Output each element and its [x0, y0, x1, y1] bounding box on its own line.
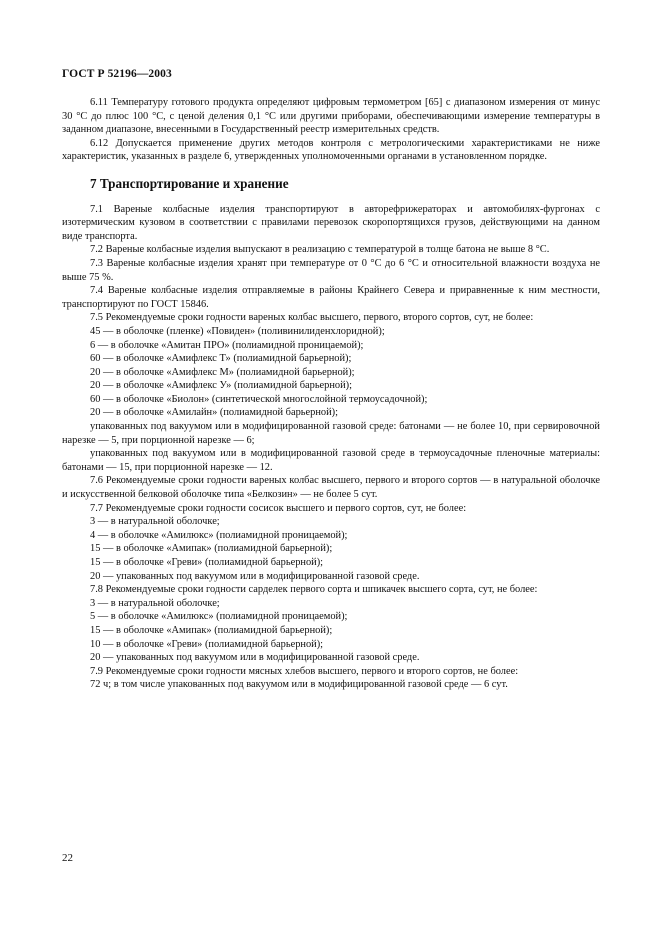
list-item: 4 — в оболочке «Амилюкс» (полиамидной проницаемой);	[90, 529, 348, 541]
paragraph-6-11: 6.11 Температуру готового продукта определяют цифровым термометром [65] с диапазоном измерения от минус 30 °С до плюс 100 °С, с ценой деления 0,1 °С или другими приборами, обеспечивающими измерение температуры в заданном диапазоне, внесенными в Государственный реестр измерительных средств.	[62, 97, 600, 136]
list-item: 15 — в оболочке «Греви» (полиамидной барьерной);	[90, 557, 324, 568]
list-item: 3 — в натуральной оболочке;	[90, 597, 220, 609]
paragraph-7-2: 7.2 Вареные колбасные изделия выпускают в реализацию с температурой в толще батона не выше 8 °С.	[90, 244, 550, 256]
list-item: 3 — в натуральной оболочке;	[90, 516, 220, 528]
list-item: 20 — в оболочке «Амифлекс У» (полиамидной барьерной);	[90, 380, 353, 392]
paragraph-7-1: 7.1 Вареные колбасные изделия транспортируют в авторефрижераторах и автомобилях-фургонах с изотермическим кузовом в соответствии с правилами перевозок скоропортящихся грузов, действующими на данном виде транспорта.	[62, 203, 600, 242]
list-item: 15 — в оболочке «Амипак» (полиамидной барьерной);	[90, 624, 333, 636]
paragraph-6-12: 6.12 Допускается применение других методов контроля с метрологическими характеристиками не ниже характеристик, указанных в разделе 6, утвержденных уполномоченными органами в установленном порядке.	[62, 137, 600, 163]
list-item: 15 — в оболочке «Амипак» (полиамидной барьерной);	[90, 543, 333, 555]
document-body	[62, 96, 600, 692]
list-item: 60 — в оболочке «Биолон» (синтетической многослойной термоусадочной);	[90, 393, 428, 405]
list-item: 45 — в оболочке (пленке) «Повиден» (поливинилиденхлоридной);	[90, 325, 385, 337]
list-item: 20 — упакованных под вакуумом или в модифицированной газовой среде.	[90, 652, 420, 664]
paragraph-7-7: 7.7 Рекомендуемые сроки годности сосисок высшего и первого сортов, сут, не более:	[90, 502, 467, 514]
paragraph-7-9-value: 72 ч; в том числе упакованных под вакуумом или в модифицированной газовой среде — 6 сут.	[90, 679, 508, 691]
paragraph-7-3: 7.3 Вареные колбасные изделия хранят при температуре от 0 °С до 6 °С и относительной влажности воздуха не выше 75 %.	[62, 257, 600, 283]
list-item: 20 — в оболочке «Амифлекс М» (полиамидной барьерной);	[90, 366, 355, 378]
paragraph-7-6: 7.6 Рекомендуемые сроки годности вареных колбас высшего, первого и второго сортов — в натуральной оболочке и искусственной белковой оболочке типа «Белкозин» — не более 5 сут.	[62, 475, 600, 501]
list-item: 60 — в оболочке «Амифлекс Т» (полиамидной барьерной);	[90, 353, 352, 365]
list-item: 6 — в оболочке «Амитан ПРО» (полиамидной проницаемой);	[90, 339, 364, 351]
paragraph-7-5-shrink-film: упакованных под вакуумом или в модифицированной газовой среде в термоусадочные пленочные материалы: батонами — 15, при порционной нарезке — 12.	[62, 448, 600, 473]
paragraph-7-4: 7.4 Вареные колбасные изделия отправляемые в районы Крайнего Севера и приравненные к ним местности, транспортируют по ГОСТ 15846.	[62, 285, 600, 310]
paragraph-7-5-vacuum: упакованных под вакуумом или в модифицированной газовой среде: батонами — не более 10, при сервировочной нарезке — 5, при порционной нарезке — 6;	[62, 421, 600, 446]
section-heading-7: 7 Транспортирование и хранение	[90, 175, 289, 191]
paragraph-7-5: 7.5 Рекомендуемые сроки годности вареных колбас высшего, первого, второго сортов, сут, не более:	[90, 312, 534, 324]
list-item: 5 — в оболочке «Амилюкс» (полиамидной проницаемой);	[90, 611, 348, 623]
page-number: 22	[62, 852, 73, 864]
list-item: 20 — упакованных под вакуумом или в модифицированной газовой среде.	[90, 570, 420, 582]
list-item: 20 — в оболочке «Амилайн» (полиамидной барьерной);	[90, 407, 338, 419]
list-item: 10 — в оболочке «Греви» (полиамидной барьерной);	[90, 638, 324, 650]
page-header-standard: ГОСТ Р 52196—2003	[62, 68, 172, 80]
paragraph-7-9: 7.9 Рекомендуемые сроки годности мясных хлебов высшего, первого и второго сортов, не более:	[90, 665, 519, 677]
paragraph-7-8: 7.8 Рекомендуемые сроки годности сарделек первого сорта и шпикачек высшего сорта, сут, не более:	[90, 584, 538, 596]
